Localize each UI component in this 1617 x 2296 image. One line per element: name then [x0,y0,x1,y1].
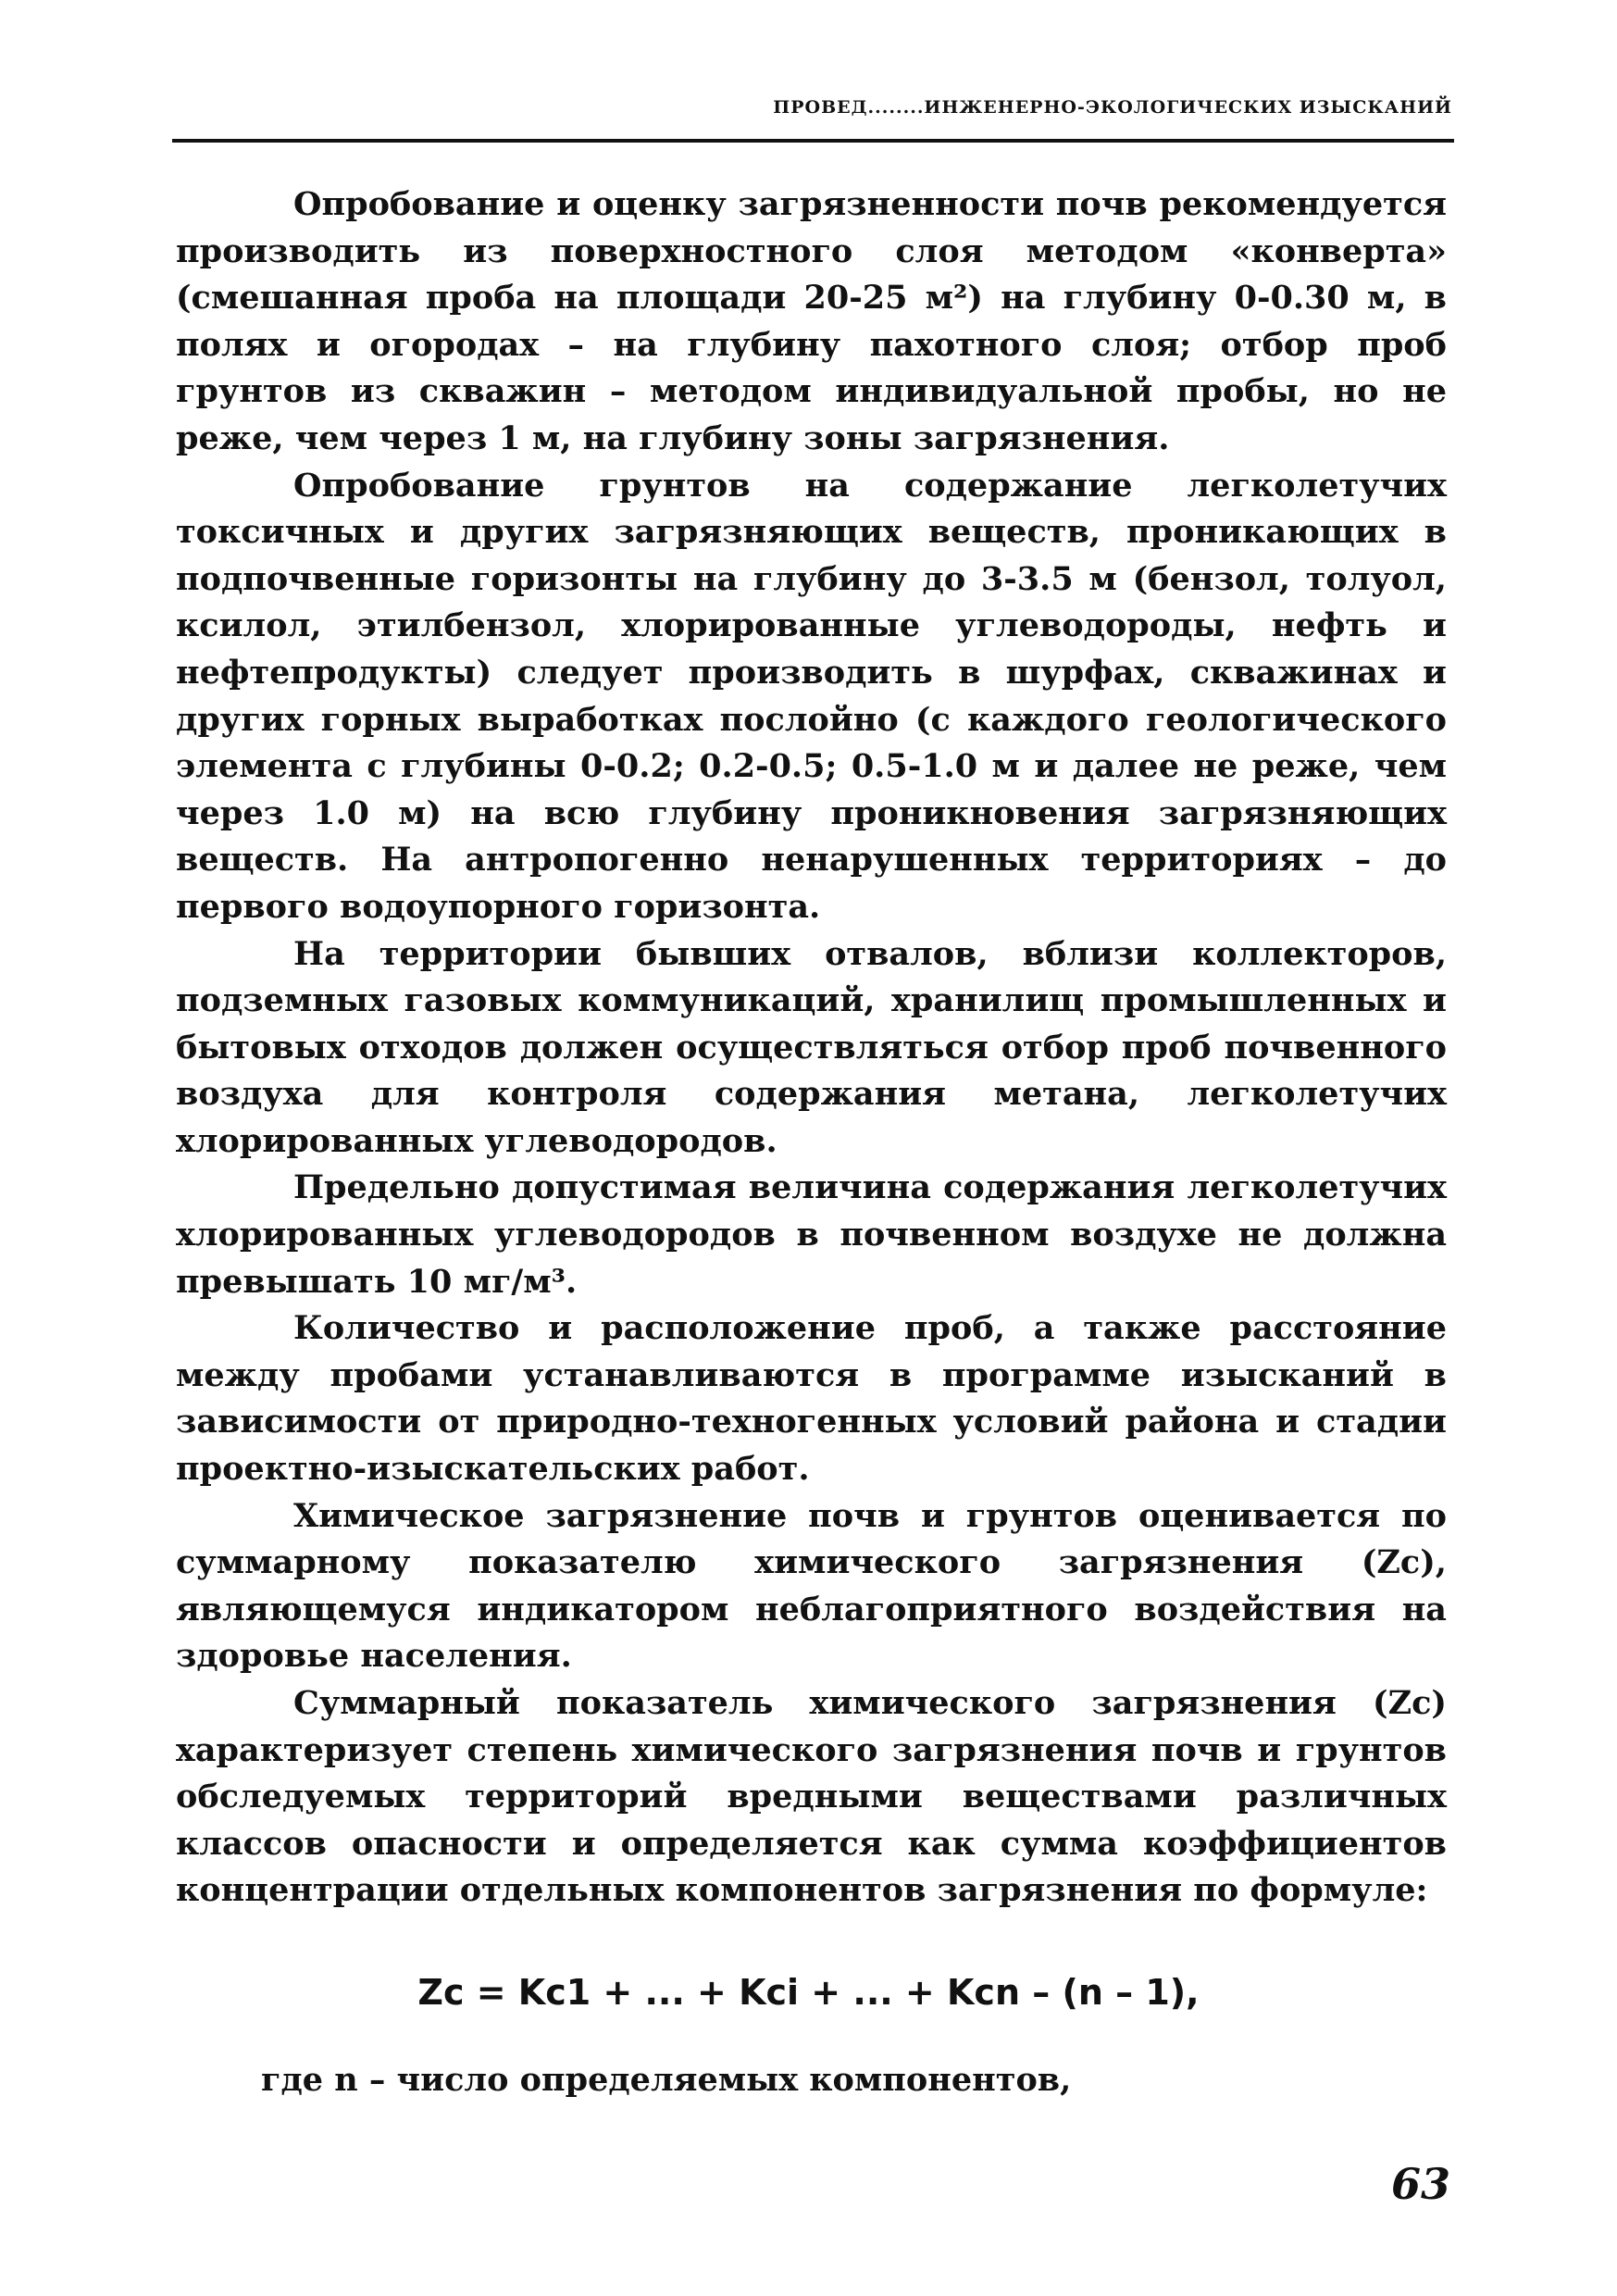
body-text [176,181,1447,1915]
header-rule [172,139,1454,143]
paragraph-chemical-pollution: Химическое загрязнение почв и грунтов оценивается по суммарному показателю химического загрязнения (Zc), являющемуся индикатором неблагоприятного воздействия на здоровье населения. [176,1496,1447,1676]
paragraph-soil-air-sampling: На территории бывших отвалов, вблизи коллекторов, подземных газовых коммуникаций, хранилищ промышленных и бытовых отходов должен осуществляться отбор проб почвенного воздуха для контроля содержания метана, легколетучих хлорированных углеводородов. [176,934,1447,1160]
running-header: ПРОВЕД........ИНЖЕНЕРНО-ЭКОЛОГИЧЕСКИХ ИЗЫСКАНИЙ [773,97,1452,118]
paragraph-total-index: Суммарный показатель химического загрязнения (Zc) характеризует степень химического загрязнения почв и грунтов обследуемых территорий вредными веществами различных классов опасности и определяется как сумма коэффициентов концентрации отдельных компонентов загрязнения по формуле: [176,1684,1447,1910]
zc-formula: Zc = Kc1 + ... + Kci + ... + Kcn – (n – 1), [417,1972,1200,2013]
paragraph-volatile-substances: Опробование грунтов на содержание легколетучих токсичных и других загрязняющих веществ, проникающих в подпочвенные горизонты на глубину до 3-3.5 м (бензол, толуол, ксилол, этилбензол, хлорированные углеводороды, нефть и нефтепродукты) следует производить в шурфах, скважинах и других горных выработках послойно (с каждого геологического элемента с глубины 0-0.2; 0.2-0.5; 0.5-1.0 м и далее не реже, чем через 1.0 м) на всю глубину проникновения загрязняющих веществ. На антропогенно ненарушенных территориях – до первого водоупорного горизонта. [176,466,1447,926]
paragraph-sample-count: Количество и расположение проб, а также расстояние между пробами устанавливаются в программе изысканий в зависимости от природно-техногенных условий района и стадии проектно-изыскательских работ. [176,1309,1447,1489]
formula-explanation: где n – число определяемых компонентов, [261,2061,1072,2099]
paragraph-sampling-soils: Опробование и оценку загрязненности почв рекомендуется производить из поверхностного слоя методом «конверта» (смешанная проба на площади 20-25 м²) на глубину 0-0.30 м, в полях и огородах – на глубину пахотного слоя; отбор проб грунтов из скважин – методом индивидуальной пробы, но не реже, чем через 1 м, на глубину зоны загрязнения. [176,185,1447,457]
paragraph-max-permissible: Предельно допустимая величина содержания легколетучих хлорированных углеводородов в почвенном воздухе не должна превышать 10 мг/м³. [176,1168,1447,1301]
page-number: 63 [1390,2159,1450,2209]
